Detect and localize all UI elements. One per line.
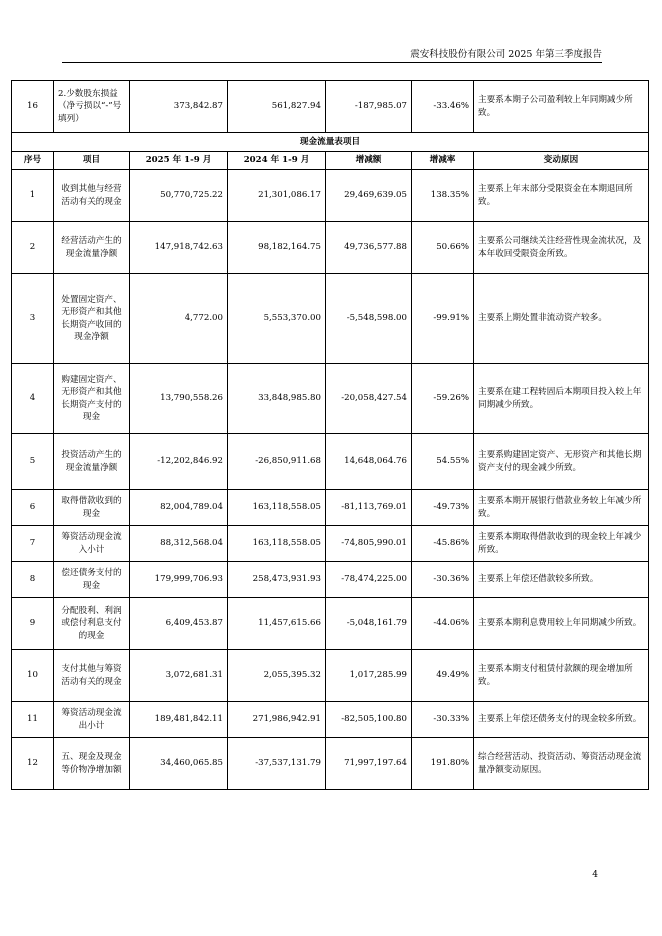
row-change: -5,048,161.79 (326, 598, 412, 650)
row-current: 6,409,453.87 (130, 598, 228, 650)
row-current: 179,999,706.93 (130, 562, 228, 598)
column-header-row (12, 152, 649, 170)
row-index: 6 (12, 490, 54, 526)
row-item: 偿还债务支付的现金 (54, 562, 130, 598)
row-change: 49,736,577.88 (326, 222, 412, 274)
row-current: 147,918,742.63 (130, 222, 228, 274)
row-reason: 主要系本期取得借款收到的现金较上年减少所致。 (474, 526, 649, 562)
col-header-rate: 增减率 (412, 152, 474, 170)
row-item: 筹资活动现金流入小计 (54, 526, 130, 562)
row-index: 11 (12, 702, 54, 738)
row-rate: 49.49% (412, 650, 474, 702)
row-prior: 163,118,558.05 (228, 490, 326, 526)
row-change: -82,505,100.80 (326, 702, 412, 738)
row-item: 支付其他与筹资活动有关的现金 (54, 650, 130, 702)
row-index: 5 (12, 434, 54, 490)
row-prior: 33,848,985.80 (228, 364, 326, 434)
table-row (12, 434, 649, 490)
table-row (12, 650, 649, 702)
row-current: 3,072,681.31 (130, 650, 228, 702)
row-reason: 主要系购建固定资产、无形资产和其他长期资产支付的现金减少所致。 (474, 434, 649, 490)
row-reason: 主要系上期处置非流动资产较多。 (474, 274, 649, 364)
row-item: 2.少数股东损益（净亏损以“-”号填列） (54, 81, 130, 133)
row-item: 收到其他与经营活动有关的现金 (54, 170, 130, 222)
row-change: -20,058,427.54 (326, 364, 412, 434)
row-index: 3 (12, 274, 54, 364)
header-divider (62, 62, 602, 63)
table-row (12, 490, 649, 526)
row-reason: 主要系上年偿还借款较多所致。 (474, 562, 649, 598)
row-change: 14,648,064.76 (326, 434, 412, 490)
row-prior: 11,457,615.66 (228, 598, 326, 650)
table-row (12, 81, 649, 133)
col-header-item: 项目 (54, 152, 130, 170)
col-header-index: 序号 (12, 152, 54, 170)
row-index: 16 (12, 81, 54, 133)
row-index: 1 (12, 170, 54, 222)
table-row (12, 526, 649, 562)
row-rate: 138.35% (412, 170, 474, 222)
row-reason: 主要系本期利息费用较上年同期减少所致。 (474, 598, 649, 650)
row-prior: 258,473,931.93 (228, 562, 326, 598)
row-item: 经营活动产生的现金流量净额 (54, 222, 130, 274)
row-rate: -59.26% (412, 364, 474, 434)
row-rate: -30.33% (412, 702, 474, 738)
table-row (12, 170, 649, 222)
col-header-current: 2025 年 1-9 月 (130, 152, 228, 170)
row-reason: 主要系上年偿还债务支付的现金较多所致。 (474, 702, 649, 738)
row-rate: -30.36% (412, 562, 474, 598)
row-change: -74,805,990.01 (326, 526, 412, 562)
row-change: 71,997,197.64 (326, 738, 412, 790)
report-header-title: 震安科技股份有限公司 2025 年第三季度报告 (410, 49, 602, 60)
row-current: 4,772.00 (130, 274, 228, 364)
row-reason: 主要系本期子公司盈利较上年同期减少所致。 (474, 81, 649, 133)
row-rate: -45.86% (412, 526, 474, 562)
row-prior: 163,118,558.05 (228, 526, 326, 562)
row-prior: -37,537,131.79 (228, 738, 326, 790)
row-current: -12,202,846.92 (130, 434, 228, 490)
row-change: -81,113,769.01 (326, 490, 412, 526)
row-reason: 主要系在建工程转固后本期项目投入较上年同期减少所致。 (474, 364, 649, 434)
row-reason: 主要系公司继续关注经营性现金流状况，及本年收回受限资金所致。 (474, 222, 649, 274)
row-current: 82,004,789.04 (130, 490, 228, 526)
row-prior: 561,827.94 (228, 81, 326, 133)
row-current: 34,460,065.85 (130, 738, 228, 790)
row-item: 五、现金及现金等价物净增加额 (54, 738, 130, 790)
row-index: 10 (12, 650, 54, 702)
row-index: 12 (12, 738, 54, 790)
row-prior: -26,850,911.68 (228, 434, 326, 490)
row-index: 8 (12, 562, 54, 598)
row-change: 29,469,639.05 (326, 170, 412, 222)
section-title: 现金流量表项目 (12, 133, 649, 152)
row-reason: 综合经营活动、投资活动、筹资活动现金流量净额变动原因。 (474, 738, 649, 790)
row-reason: 主要系本期开展银行借款业务较上年减少所致。 (474, 490, 649, 526)
row-reason: 主要系本期支付租赁付款额的现金增加所致。 (474, 650, 649, 702)
row-rate: 191.80% (412, 738, 474, 790)
section-band (12, 133, 649, 152)
table-row (12, 222, 649, 274)
col-header-reason: 变动原因 (474, 152, 649, 170)
row-change: -78,474,225.00 (326, 562, 412, 598)
table-row (12, 738, 649, 790)
row-prior: 2,055,395.32 (228, 650, 326, 702)
row-change: 1,017,285.99 (326, 650, 412, 702)
row-reason: 主要系上年末部分受限资金在本期退回所致。 (474, 170, 649, 222)
row-item: 处置固定资产、无形资产和其他长期资产收回的现金净额 (54, 274, 130, 364)
row-current: 50,770,725.22 (130, 170, 228, 222)
row-prior: 271,986,942.91 (228, 702, 326, 738)
col-header-prior: 2024 年 1-9 月 (228, 152, 326, 170)
row-item: 取得借款收到的现金 (54, 490, 130, 526)
table-row (12, 364, 649, 434)
row-rate: -33.46% (412, 81, 474, 133)
row-prior: 98,182,164.75 (228, 222, 326, 274)
row-item: 购建固定资产、无形资产和其他长期资产支付的现金 (54, 364, 130, 434)
col-header-change: 增减额 (326, 152, 412, 170)
page-number: 4 (592, 870, 598, 880)
row-index: 7 (12, 526, 54, 562)
row-current: 373,842.87 (130, 81, 228, 133)
table-row (12, 598, 649, 650)
row-rate: 50.66% (412, 222, 474, 274)
table-row (12, 274, 649, 364)
row-rate: 54.55% (412, 434, 474, 490)
row-change: -5,548,598.00 (326, 274, 412, 364)
row-prior: 21,301,086.17 (228, 170, 326, 222)
row-current: 88,312,568.04 (130, 526, 228, 562)
row-change: -187,985.07 (326, 81, 412, 133)
row-index: 2 (12, 222, 54, 274)
row-prior: 5,553,370.00 (228, 274, 326, 364)
row-current: 13,790,558.26 (130, 364, 228, 434)
row-item: 投资活动产生的现金流量净额 (54, 434, 130, 490)
table-row (12, 562, 649, 598)
table-row (12, 702, 649, 738)
row-item: 分配股利、利润或偿付利息支付的现金 (54, 598, 130, 650)
row-current: 189,481,842.11 (130, 702, 228, 738)
row-rate: -99.91% (412, 274, 474, 364)
cash-flow-variance-table (11, 80, 649, 790)
row-index: 9 (12, 598, 54, 650)
row-index: 4 (12, 364, 54, 434)
row-rate: -49.73% (412, 490, 474, 526)
row-rate: -44.06% (412, 598, 474, 650)
row-item: 筹资活动现金流出小计 (54, 702, 130, 738)
